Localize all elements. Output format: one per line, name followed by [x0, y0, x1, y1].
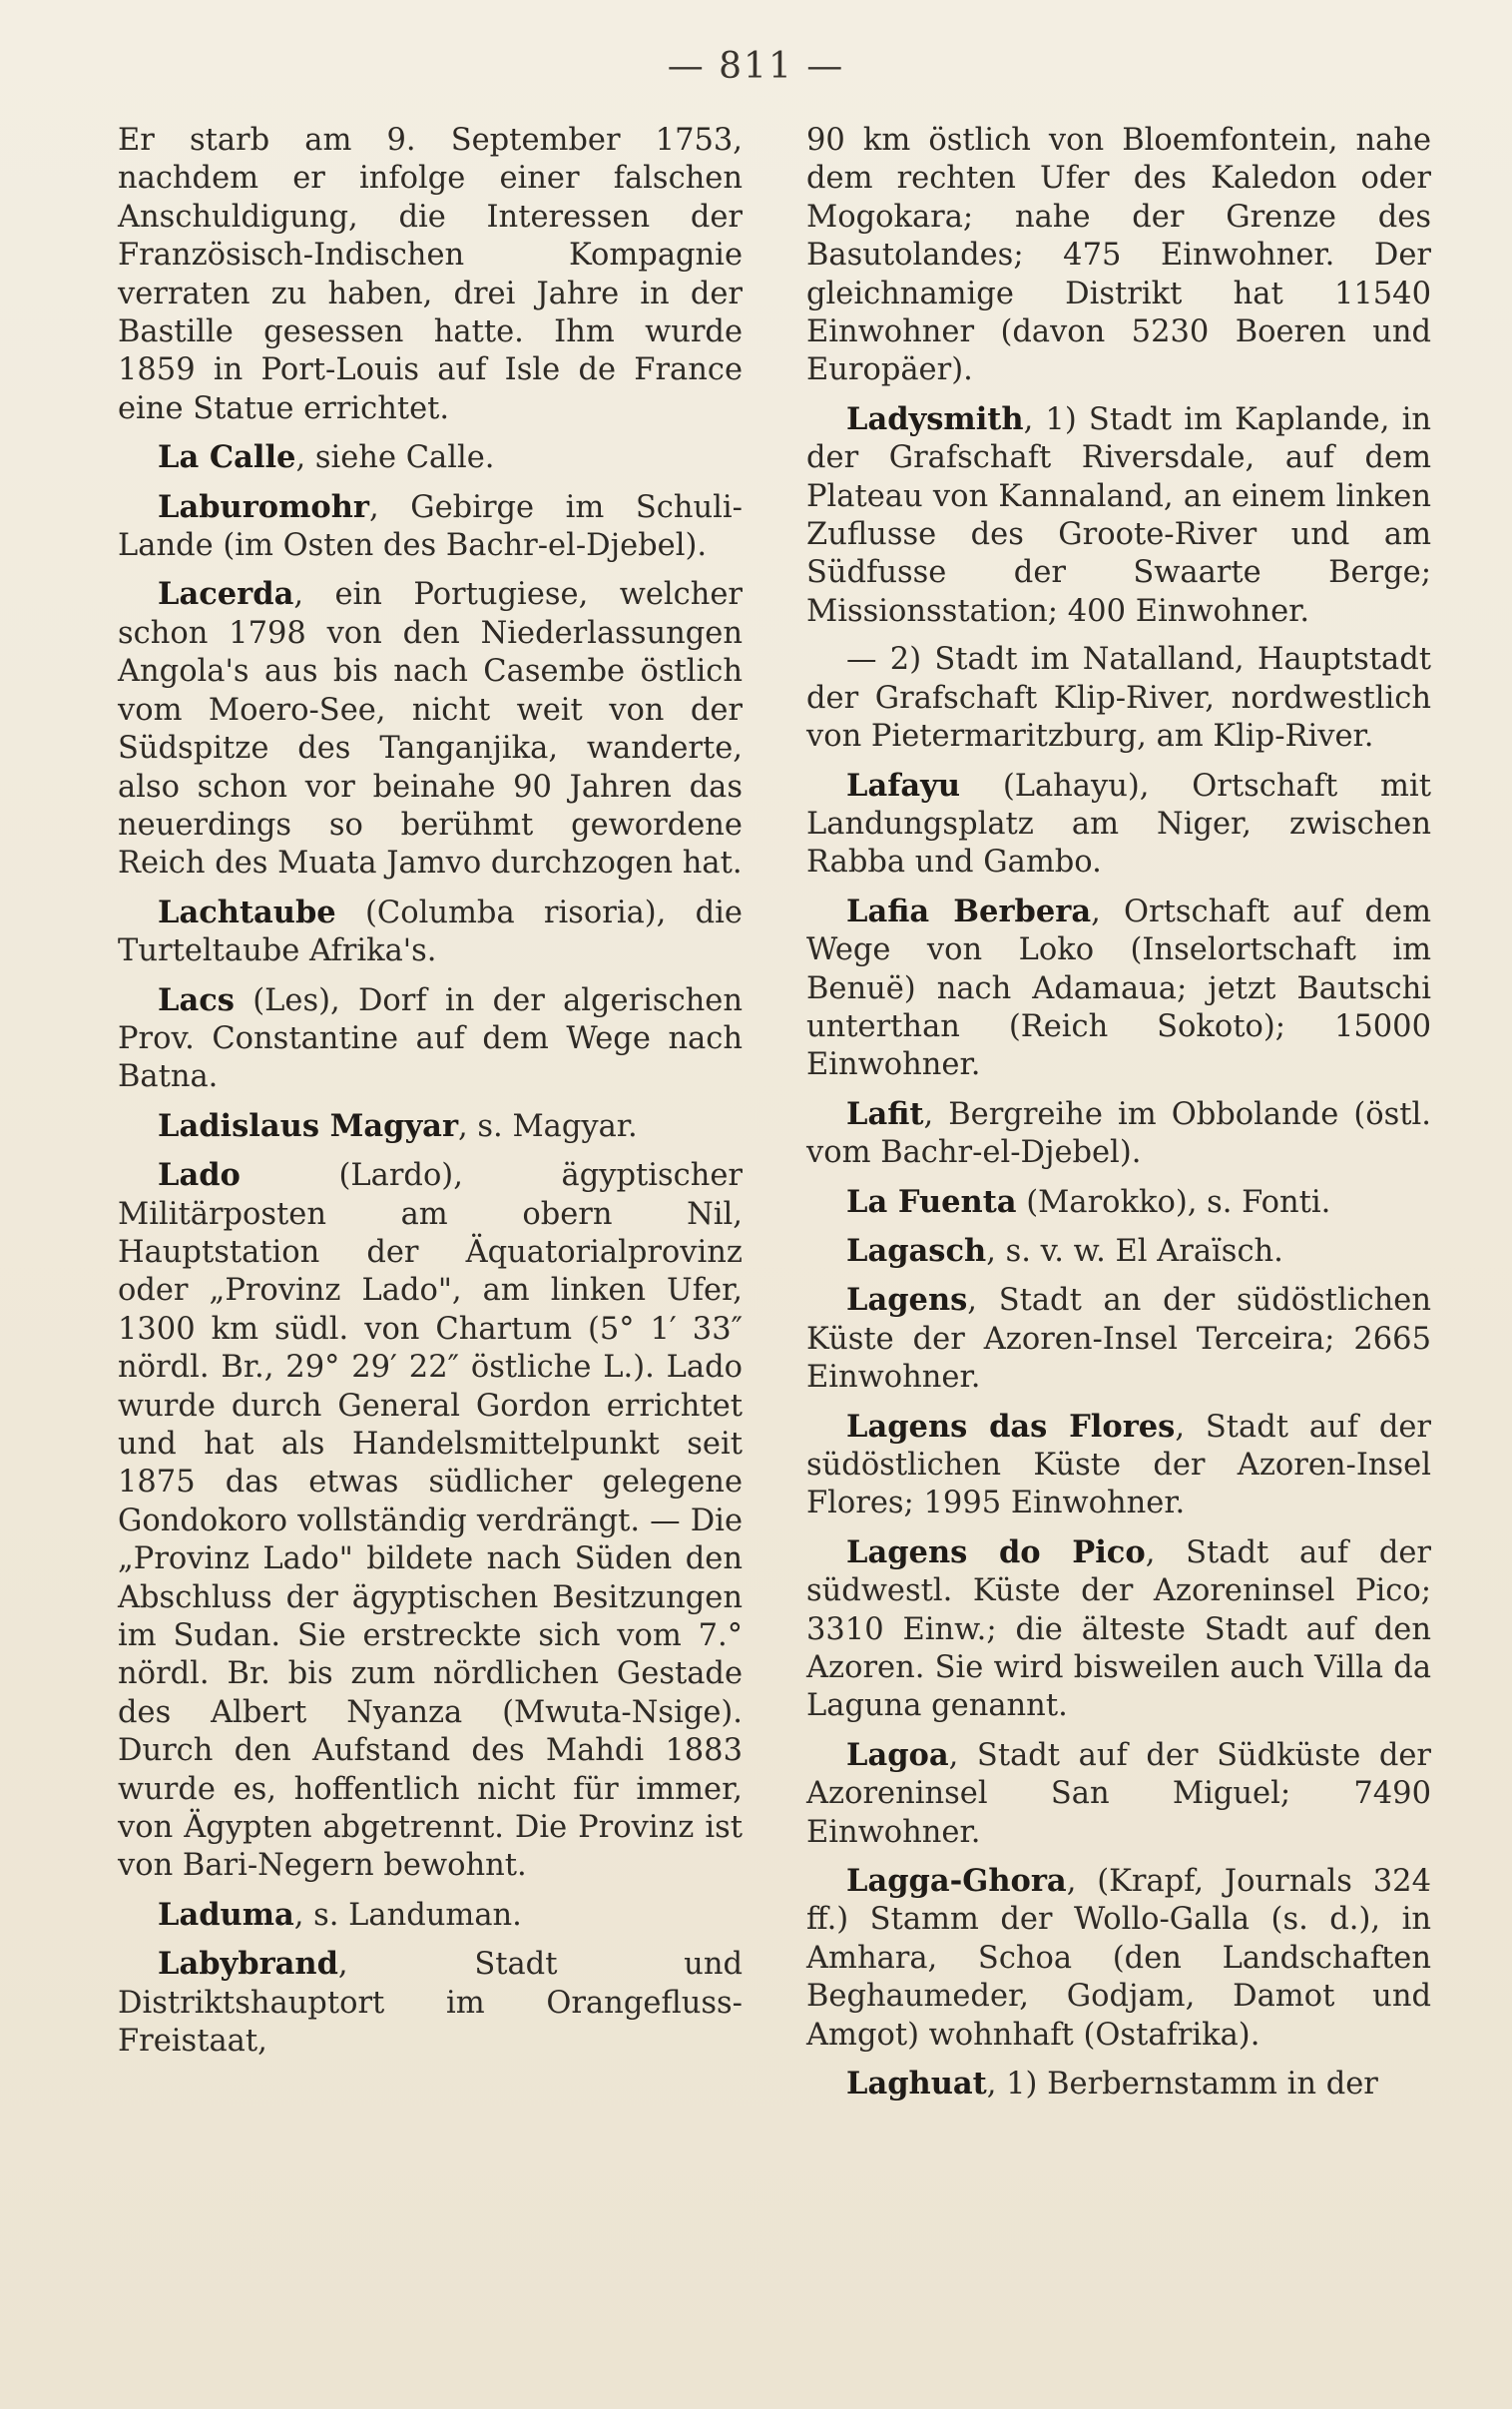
entry-text: (Columba risoria), die Turteltaube Afrika's.	[118, 895, 743, 969]
dictionary-entry	[118, 894, 743, 971]
dictionary-entry	[806, 2065, 1431, 2104]
entry-headword: Ladislaus Magyar	[158, 1107, 459, 1144]
dictionary-entry	[118, 438, 743, 477]
entry-headword: Lafia Berbera	[846, 893, 1092, 929]
entry-text: , ein Portugiese, welcher schon 1798 von den Niederlassungen Angola's aus bis nach Casembe östlich vom Moero-See, nicht weit von der Südspitze des Tanganjika, wanderte, also schon vor beinahe 90 Jahren das neuerdings so berühmt gewordene Reich des Muata Jamvo durchzogen hat.	[118, 577, 743, 882]
entry-text: , 1) Berbernstamm in der	[986, 2067, 1378, 2103]
dictionary-entry	[118, 1107, 743, 1146]
dictionary-entry	[806, 1281, 1431, 1397]
dictionary-entry	[806, 1408, 1431, 1523]
entry-headword: Lagga-Ghora	[846, 1863, 1067, 1900]
dictionary-entry	[806, 767, 1431, 883]
dictionary-entry	[806, 1736, 1431, 1852]
entry-text: (Lardo), ägyptischer Militärposten am obern Nil, Hauptstation der Äquatorialprovinz oder „Provinz Lado", am linken Ufer, 1300 km südl. von Chartum (5° 1′ 33″ nördl. Br., 29° 29′ 22″ östliche L.). Lado wurde durch General Gordon errichtet und hat als Handelsmittelpunkt seit 1875 das etwas südlicher gelegene Gondokoro vollständig verdrängt. — Die „Provinz Lado" bildete nach Süden den Abschluss der ägyptischen Besitzungen im Sudan. Sie erstreckte sich vom 7.° nördl. Br. bis zum nördlichen Gestade des Albert Nyanza (Mwuta-Nsige). Durch den Aufstand des Mahdi 1883 wurde es, hoffentlich nicht für immer, von Ägypten abgetrennt. Die Provinz ist von Bari-Negern bewohnt.	[118, 1158, 743, 1884]
dictionary-entry	[806, 122, 1431, 390]
dictionary-entry	[806, 893, 1431, 1085]
page-number: — 811 —	[667, 46, 845, 87]
entry-text: (Marokko), s. Fonti.	[1016, 1184, 1331, 1220]
entry-text: , Gebirge im Schuli-Lande (im Osten des Bachr-el-Djebel).	[118, 489, 743, 564]
dictionary-entry	[806, 641, 1431, 756]
entry-headword: Lagens das Flores	[846, 1408, 1176, 1445]
entry-headword: Ladysmith	[846, 400, 1024, 437]
entry-text: 90 km östlich von Bloemfontein, nahe dem rechten Ufer des Kaledon oder Mogokara; nahe der Grenze des Basutolandes; 475 Einwohner. Der gleichnamige Distrikt hat 11540 Einwohner (davon 5230 Boeren und Europäer).	[806, 123, 1431, 388]
entry-text: , s. Landuman.	[293, 1897, 522, 1933]
entry-text: , Ortschaft auf dem Wege von Loko (Inselortschaft im Benuë) nach Adamaua; jetzt Bautschi unterthan (Reich Sokoto); 15000 Einwohner.	[806, 894, 1431, 1083]
entry-headword: Laduma	[158, 1896, 294, 1933]
dictionary-entry	[118, 1945, 743, 2061]
entry-text: (Lahayu), Ortschaft mit Landungsplatz am Niger, zwischen Rabba und Gambo.	[806, 768, 1431, 881]
entry-headword: Lachtaube	[158, 894, 336, 930]
entry-headword: Labybrand	[158, 1946, 338, 1983]
left-column	[118, 122, 743, 2072]
dictionary-entry	[806, 1095, 1431, 1173]
entry-headword: Lagoa	[846, 1736, 949, 1773]
dictionary-entry	[806, 400, 1431, 631]
entry-text: , Stadt und Distriktshauptort im Orangefluss-Freistaat,	[118, 1947, 743, 2060]
entry-text: , 1) Stadt im Kaplande, in der Grafschaft Riversdale, auf dem Plateau von Kannaland, an einem linken Zuflusse des Groote-River und am Südfusse der Swaarte Berge; Missionsstation; 400 Einwohner.	[806, 401, 1431, 629]
dictionary-entry	[118, 1896, 743, 1935]
entry-text: (Les), Dorf in der algerischen Prov. Constantine auf dem Wege nach Batna.	[118, 982, 743, 1095]
entry-text: , siehe Calle.	[295, 440, 495, 476]
entry-headword: Lagasch	[846, 1232, 987, 1269]
dictionary-entry	[118, 122, 743, 428]
dictionary-entry	[118, 488, 743, 566]
entry-text: — 2) Stadt im Natalland, Hauptstadt der Grafschaft Klip-River, nordwestlich von Pietermaritzburg, am Klip-River.	[806, 642, 1431, 755]
dictionary-entry	[806, 1862, 1431, 2055]
entry-text: , Stadt auf der südwestl. Küste der Azoreninsel Pico; 3310 Einw.; die älteste Stadt auf den Azoren. Sie wird bisweilen auch Villa da Laguna genannt.	[806, 1534, 1431, 1724]
entry-headword: La Fuenta	[846, 1183, 1017, 1220]
entry-text: , (Krapf, Journals 324 ff.) Stamm der Wollo-Galla (s. d.), in Amhara, Schoa (den Landschaften Beghaumeder, Godjam, Damot und Amgot) wohnhaft (Ostafrika).	[806, 1864, 1431, 2053]
entry-headword: Laburomohr	[158, 488, 369, 525]
dictionary-entry	[806, 1183, 1431, 1222]
entry-headword: Lagens do Pico	[846, 1533, 1146, 1570]
entry-text: Er starb am 9. September 1753, nachdem er infolge einer falschen Anschuldigung, die Interessen der Französisch-Indischen Kompagnie verraten zu haben, drei Jahre in der Bastille gesessen hatte. Ihm wurde 1859 in Port-Louis auf Isle de France eine Statue errichtet.	[118, 123, 743, 426]
entry-text: , s. v. w. El Araïsch.	[986, 1233, 1283, 1269]
entry-text: , Stadt an der südöstlichen Küste der Azoren-Insel Terceira; 2665 Einwohner.	[806, 1283, 1431, 1396]
dictionary-entry	[806, 1232, 1431, 1271]
dictionary-entry	[118, 981, 743, 1097]
entry-headword: Lafayu	[846, 767, 960, 804]
dictionary-entry	[118, 575, 743, 883]
right-column	[806, 122, 1431, 2114]
entry-text: , s. Magyar.	[458, 1108, 638, 1144]
entry-text: , Stadt auf der Südküste der Azoreninsel San Miguel; 7490 Einwohner.	[806, 1737, 1431, 1850]
entry-headword: La Calle	[158, 439, 296, 476]
entry-headword: Laghuat	[846, 2066, 987, 2103]
entry-headword: Lacs	[158, 981, 235, 1018]
entry-headword: Lafit	[846, 1095, 924, 1132]
entry-text: , Stadt auf der südöstlichen Küste der Azoren-Insel Flores; 1995 Einwohner.	[806, 1409, 1431, 1521]
entry-headword: Lado	[158, 1157, 241, 1194]
dictionary-entry	[118, 1156, 743, 1886]
entry-headword: Lagens	[846, 1282, 968, 1319]
entry-headword: Lacerda	[158, 576, 294, 613]
dictionary-entry	[806, 1533, 1431, 1726]
entry-text: , Bergreihe im Obbolande (östl. vom Bachr-el-Djebel).	[806, 1096, 1431, 1171]
